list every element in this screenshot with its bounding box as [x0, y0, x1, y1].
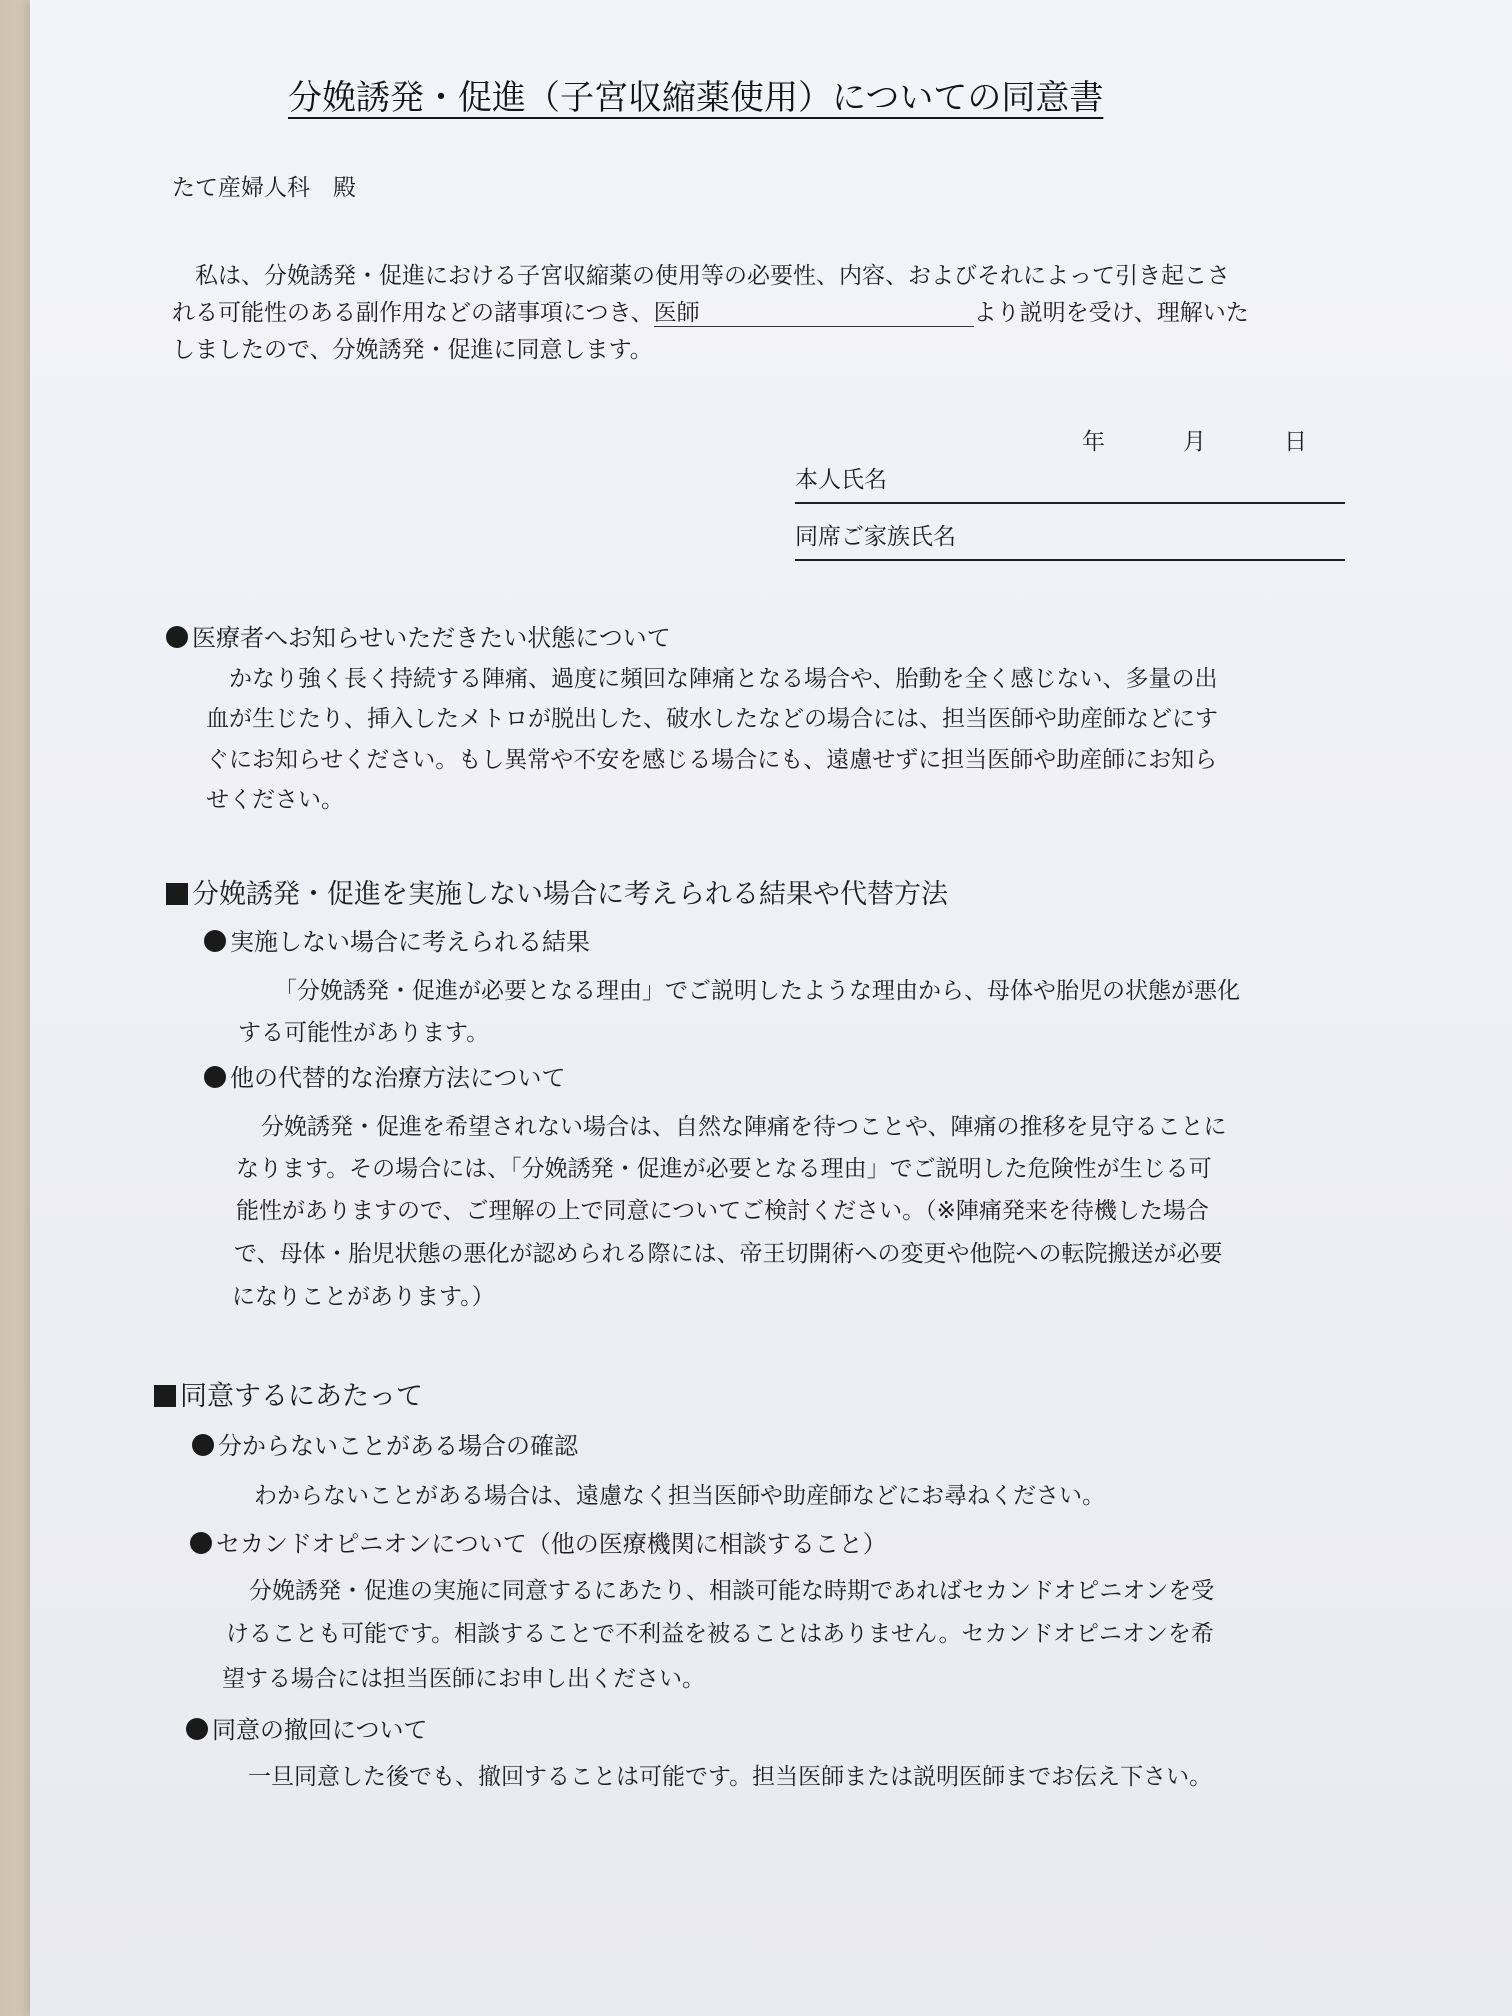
no-induction-result-line-2: する可能性があります。	[238, 1020, 490, 1046]
second-opinion-line-3: 望する場合には担当医師にお申し出ください。	[222, 1666, 705, 1692]
questions-line-1: わからないことがある場合は、遠慮なく担当医師や助産師などにお尋ねください。	[254, 1483, 1105, 1509]
bullet-icon	[192, 1434, 214, 1456]
no-induction-result-heading	[204, 922, 590, 957]
bullet-icon	[166, 626, 188, 648]
consent-section-heading-text: 同意するにあたって	[180, 1381, 423, 1412]
alternative-treatment-heading-text: 他の代替的な治療方法について	[230, 1064, 566, 1092]
consent-paragraph	[172, 260, 1352, 371]
withdrawal-heading	[186, 1710, 428, 1745]
second-opinion-line-2: けることも可能です。相談することで不利益を被ることはありません。セカンドオピニオンを希	[226, 1621, 1214, 1647]
document-title: 分娩誘発・促進（子宮収縮薬使用）についての同意書	[288, 78, 1104, 118]
questions-heading	[192, 1426, 578, 1461]
withdrawal-line-1: 一旦同意した後でも、撤回することは可能です。担当医師または説明医師までお伝え下さい。	[248, 1764, 1213, 1790]
alternative-treatment-line-3: 能性がありますので、ご理解の上で同意についてご検討ください。（※陣痛発来を待機した場合	[236, 1198, 1209, 1224]
doctor-label: 医師	[653, 300, 700, 326]
alternative-treatment-line-4: で、母体・胎児状態の悪化が認められる際には、帝王切開術への変更や他院への転院搬送が必要	[234, 1241, 1223, 1267]
consent-line-1: 私は、分娩誘発・促進における子宮収縮薬の使用等の必要性、内容、およびそれによって引き起こさ	[172, 263, 1230, 289]
no-induction-result-line-1: 「分娩誘発・促進が必要となる理由」でご説明したような理由から、母体や胎児の状態が悪化	[274, 978, 1240, 1004]
date-year-label: 年	[1082, 429, 1105, 455]
alternative-treatment-line-2: なります。その場合には、「分娩誘発・促進が必要となる理由」でご説明した危険性が生じる可	[236, 1156, 1212, 1182]
alternative-treatment-heading	[204, 1058, 566, 1093]
questions-heading-text: 分からないことがある場合の確認	[218, 1432, 578, 1460]
recipient-line: たて産婦人科 殿	[172, 175, 356, 201]
second-opinion-heading-text: セカンドオピニオンについて（他の医療機関に相談すること）	[216, 1530, 887, 1558]
patient-name-field[interactable]	[795, 502, 1345, 504]
square-bullet-icon	[154, 1385, 176, 1407]
notify-line-1: かなり強く長く持続する陣痛、過度に頻回な陣痛となる場合や、胎動を全く感じない、多量の出	[206, 666, 1218, 692]
date-day-label: 日	[1284, 429, 1307, 455]
notify-line-2: 血が生じたり、挿入したメトロが脱出した、破水したなどの場合には、担当医師や助産師などにす	[206, 706, 1218, 732]
notify-line-3: ぐにお知らせください。もし異常や不安を感じる場合にも、遠慮せずに担当医師や助産師にお知ら	[206, 747, 1218, 773]
alternatives-heading	[166, 872, 948, 911]
no-induction-result-heading-text: 実施しない場合に考えられる結果	[230, 928, 590, 956]
consent-line-2-post: より説明を受け、理解いた	[973, 300, 1249, 326]
family-name-label: 同席ご家族氏名	[795, 524, 956, 550]
notify-heading-text: 医療者へお知らせいただきたい状態について	[192, 624, 671, 652]
bullet-icon	[204, 930, 226, 952]
notify-line-4: せください。	[206, 787, 344, 813]
second-opinion-heading	[190, 1524, 887, 1559]
patient-name-label: 本人氏名	[795, 467, 887, 493]
consent-line-2	[172, 297, 1352, 334]
alternative-treatment-line-5: になりことがあります。）	[232, 1284, 495, 1310]
doctor-name-field[interactable]	[654, 300, 974, 327]
square-bullet-icon	[166, 883, 188, 905]
consent-line-3: しましたので、分娩誘発・促進に同意します。	[172, 337, 653, 363]
withdrawal-heading-text: 同意の撤回について	[212, 1716, 428, 1744]
bullet-icon	[204, 1066, 226, 1088]
alternative-treatment-line-1: 分娩誘発・促進を希望されない場合は、自然な陣痛を待つことや、陣痛の推移を見守ることに	[238, 1114, 1227, 1140]
bullet-icon	[186, 1718, 208, 1740]
consent-section-heading	[154, 1374, 423, 1413]
date-month-label: 月	[1183, 429, 1206, 455]
alternatives-heading-text: 分娩誘発・促進を実施しない場合に考えられる結果や代替方法	[192, 879, 948, 910]
bullet-icon	[190, 1532, 212, 1554]
notify-heading	[166, 618, 671, 653]
family-name-field[interactable]	[795, 559, 1345, 561]
second-opinion-line-1: 分娩誘発・促進の実施に同意するにあたり、相談可能な時期であればセカンドオピニオンを受	[226, 1578, 1215, 1604]
consent-line-2-pre: れる可能性のある副作用などの諸事項につき、	[172, 300, 654, 326]
